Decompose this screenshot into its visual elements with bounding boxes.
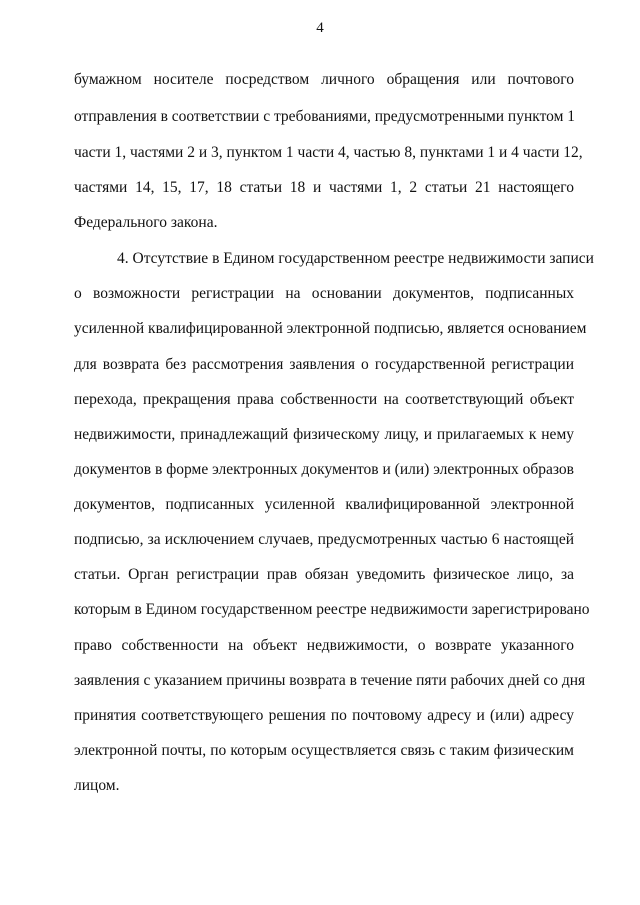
paragraph-2-line-7: документов в форме электронных документов и (или) электронных образов (74, 461, 574, 478)
paragraph-1-line-5: Федерального закона. (74, 214, 218, 231)
page-number: 4 (316, 20, 324, 36)
paragraph-2-line-15: электронной почты, по которым осуществляется связь с таким физическим (74, 742, 574, 759)
paragraph-2-line-2: о возможности регистрации на основании документов, подписанных (74, 285, 574, 302)
paragraph-1-line-4: частями 14, 15, 17, 18 статьи 18 и частями 1, 2 статьи 21 настоящего (74, 179, 574, 196)
paragraph-2-line-1: 4. Отсутствие в Едином государственном реестре недвижимости записи (117, 250, 594, 267)
paragraph-2-line-5: перехода, прекращения права собственности на соответствующий объект (74, 391, 574, 408)
paragraph-2-line-10: статьи. Орган регистрации прав обязан уведомить физическое лицо, за (74, 566, 574, 583)
paragraph-1-line-2: отправления в соответствии с требованиями, предусмотренными пунктом 1 (74, 108, 576, 125)
paragraph-2-line-6: недвижимости, принадлежащий физическому лицу, и прилагаемых к нему (74, 426, 574, 443)
paragraph-2-line-8: документов, подписанных усиленной квалифицированной электронной (74, 496, 574, 513)
paragraph-2-line-9: подписью, за исключением случаев, предусмотренных частью 6 настоящей (74, 531, 574, 548)
paragraph-1-line-3: части 1, частями 2 и 3, пунктом 1 части 4, частью 8, пунктами 1 и 4 части 12, (74, 144, 583, 161)
paragraph-2-line-11: которым в Едином государственном реестре недвижимости зарегистрировано (74, 601, 590, 618)
paragraph-2-line-12: право собственности на объект недвижимости, о возврате указанного (74, 637, 574, 654)
paragraph-2-line-14: принятия соответствующего решения по почтовому адресу и (или) адресу (74, 707, 574, 724)
paragraph-2-line-16: лицом. (74, 777, 120, 794)
paragraph-2-line-3: усиленной квалифицированной электронной подписью, является основанием (74, 320, 587, 337)
paragraph-2-line-13: заявления с указанием причины возврата в течение пяти рабочих дней со дня (74, 672, 586, 689)
paragraph-1-line-1: бумажном носителе посредством личного обращения или почтового (74, 71, 574, 88)
paragraph-2-line-4: для возврата без рассмотрения заявления о государственной регистрации (74, 356, 574, 373)
